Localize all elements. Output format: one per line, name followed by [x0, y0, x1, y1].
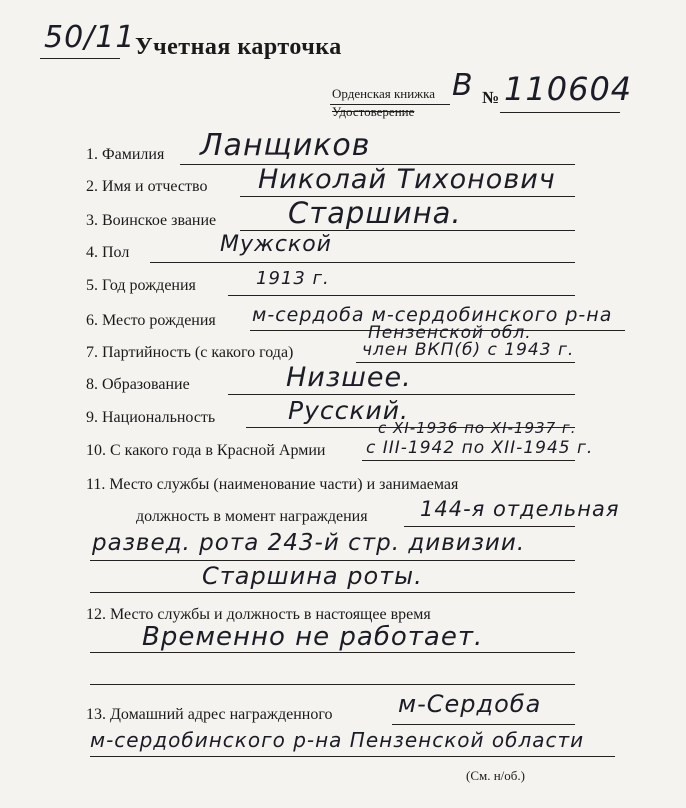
field-address-value-2: м-сердобинского р-на Пензенской области [90, 728, 585, 752]
field-birthplace-value-2: Пензенской обл. [368, 323, 532, 343]
field-party-label: 7. Партийность (с какого года) [86, 344, 294, 361]
field-rank-label: 3. Воинское звание [86, 212, 217, 229]
field-sex-value: Мужской [220, 232, 332, 257]
field-service-value-2: развед. рота 243-й стр. дивизии. [92, 530, 526, 556]
corner-underline [40, 58, 120, 59]
field-education-line [228, 394, 575, 395]
page-title: Учетная карточка [135, 34, 342, 60]
field-birth-year-value: 1913 г. [256, 268, 330, 289]
field-sex-label: 4. Пол [86, 244, 130, 261]
field-army-line [362, 460, 575, 461]
field-service-label: 11. Место службы (наименование части) и занимаемая [86, 476, 459, 493]
field-current-service-line [90, 652, 575, 653]
field-name-label: 2. Имя и отчество [86, 178, 208, 195]
field-service-label-2: должность в момент награждения [136, 508, 368, 525]
number-hand: 110604 [504, 70, 633, 108]
field-rank-line [240, 230, 575, 231]
field-current-service-value: Временно не работает. [142, 622, 484, 652]
field-birth-year-line [228, 295, 575, 296]
field-current-service-line-2 [90, 684, 575, 685]
field-current-service-label: 12. Место службы и должность в настоящее время [86, 606, 431, 623]
field-army-value-2: с III-1942 по XII-1945 г. [366, 438, 594, 458]
order-book-label: Орденская книжка [332, 86, 436, 101]
field-service-value-3: Старшина роты. [202, 562, 423, 590]
field-service-value: 144-я отдельная [420, 497, 620, 521]
field-nationality-value: Русский. [288, 396, 409, 425]
number-underline [500, 112, 620, 113]
field-name-value: Николай Тихонович [258, 164, 556, 195]
field-surname-value: Ланщиков [200, 128, 371, 163]
field-service-line-3 [90, 592, 575, 593]
field-education-value: Низшее. [286, 362, 412, 393]
field-address-line-2 [90, 756, 615, 757]
field-address-line [392, 724, 575, 725]
field-sex-line [150, 262, 575, 263]
certificate-label: Удостоверение [332, 104, 415, 119]
field-army-value: с XI-1936 по XI-1937 г. [378, 419, 577, 437]
number-prefix: № [482, 88, 500, 107]
field-address-value: м-Сердоба [398, 690, 542, 718]
footer-note: (См. н/об.) [466, 768, 525, 783]
series-hand: В [452, 68, 474, 103]
field-birthplace-value: м-сердоба м-сердобинского р-на [252, 304, 613, 326]
field-service-line [404, 526, 575, 527]
field-birth-year-label: 5. Год рождения [86, 277, 196, 294]
field-army-label: 10. С какого года в Красной Армии [86, 442, 326, 459]
field-birthplace-label: 6. Место рождения [86, 312, 216, 329]
corner-mark: 50/11 [44, 20, 136, 55]
field-nationality-label: 9. Национальность [86, 409, 216, 426]
field-rank-value: Старшина. [288, 196, 462, 230]
field-surname-label: 1. Фамилия [86, 146, 165, 163]
field-service-line-2 [90, 560, 575, 561]
field-party-value: член ВКП(б) с 1943 г. [362, 340, 575, 360]
field-education-label: 8. Образование [86, 376, 190, 393]
field-address-label: 13. Домашний адрес награжденного [86, 706, 333, 723]
